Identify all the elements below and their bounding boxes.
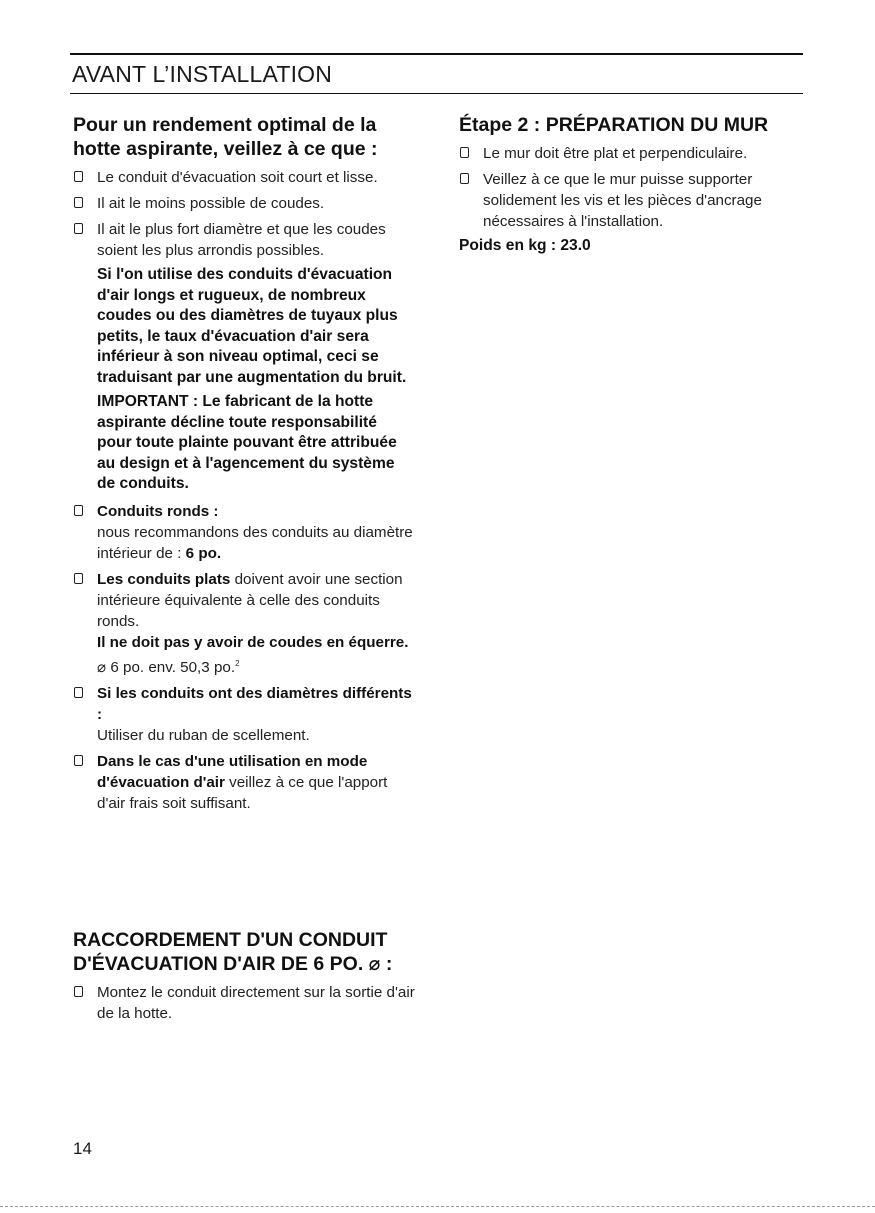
checkbox-icon <box>460 173 469 184</box>
checkbox-icon <box>74 505 83 516</box>
page-title: AVANT L’INSTALLATION <box>72 61 333 87</box>
list-item: Le mur doit être plat et perpendiculaire. <box>459 143 809 164</box>
checkbox-icon <box>74 755 83 766</box>
top-rule <box>70 53 803 55</box>
right-column <box>459 113 809 255</box>
list-item: Le conduit d'évacuation soit court et lisse. <box>73 167 413 188</box>
round-ducts-item: Conduits ronds : nous recommandons des conduits au diamètre intérieur de : 6 po. <box>73 501 413 564</box>
list-item: Veillez à ce que le mur puisse supporter solidement les vis et les pièces d'ancrage nécessaires à l'installation. <box>459 169 809 232</box>
flat-ducts-item: Les conduits plats doivent avoir une section intérieure équivalente à celle des conduits ronds. Il ne doit pas y avoir de coudes en équerre. ⌀ 6 po. env. 50,3 po.$^2$ <box>73 569 413 678</box>
checkbox-icon <box>74 687 83 698</box>
different-diameters-item: Si les conduits ont des diamètres différents : Utiliser du ruban de scellement. <box>73 683 413 746</box>
left-column <box>73 113 413 819</box>
checkbox-icon <box>74 197 83 208</box>
wall-checklist <box>459 143 809 232</box>
list-item: Montez le conduit directement sur la sortie d'air de la hotte. <box>73 982 433 1024</box>
important-note: IMPORTANT : Le fabricant de la hotte aspirante décline toute responsabilité pour toute plainte pouvant être attribuée au design et à l'agencement du système de conduits. <box>97 393 397 492</box>
checkbox-icon <box>74 573 83 584</box>
optimal-performance-heading: Pour un rendement optimal de la hotte aspirante, veillez à ce que : <box>73 114 378 160</box>
weight-label: Poids en kg : 23.0 <box>459 237 591 254</box>
checkbox-icon <box>74 171 83 182</box>
checkbox-icon <box>74 223 83 234</box>
duct-connection-section <box>73 928 433 1029</box>
page-number: 14 <box>73 1139 92 1158</box>
noise-note: Si l'on utilise des conduits d'évacuation d'air longs et rugueux, de nombreux coudes ou des diamètres de tuyaux plus petits, le taux d'évacuation d'air sera inférieur à son niveau optimal, ceci se traduisant par une augmentation du bruit. <box>97 266 407 386</box>
checkbox-icon <box>74 986 83 997</box>
checkbox-icon <box>460 147 469 158</box>
list-item: Il ait le plus fort diamètre et que les coudes soient les plus arrondis possibles. <box>73 219 413 261</box>
duct-checklist <box>73 501 413 814</box>
footer-divider <box>0 1206 875 1207</box>
list-item: Il ait le moins possible de coudes. <box>73 193 413 214</box>
duct-connection-heading: RACCORDEMENT D'UN CONDUIT D'ÉVACUATION D'AIR DE 6 PO. ⌀ : <box>73 929 393 975</box>
wall-preparation-heading: Étape 2 : PRÉPARATION DU MUR <box>459 114 769 136</box>
duct-connection-checklist <box>73 982 433 1024</box>
optimal-checklist <box>73 167 413 261</box>
exhaust-mode-item: Dans le cas d'une utilisation en mode d'évacuation d'air veillez à ce que l'apport d'air frais soit suffisant. <box>73 751 413 814</box>
title-underline <box>70 93 803 94</box>
